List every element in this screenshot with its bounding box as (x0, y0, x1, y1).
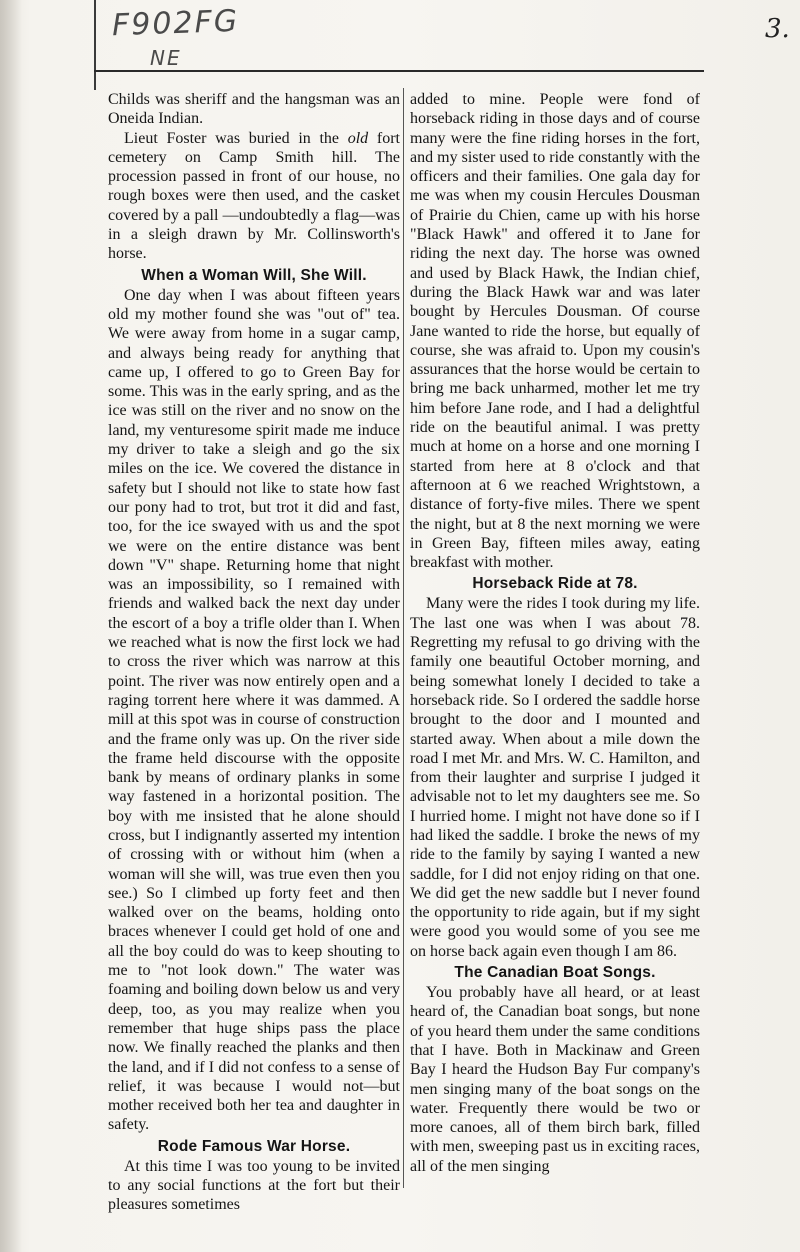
section-heading: The Canadian Boat Songs. (454, 964, 656, 982)
section-heading: Rode Famous War Horse. (157, 1137, 351, 1155)
paragraph: At this time I was too young to be invited to any social functions at the fort but their pleasures sometimes (108, 1157, 400, 1214)
right-column (410, 90, 700, 1176)
page-number: 3. (765, 14, 790, 44)
column-divider (403, 88, 404, 1188)
paragraph: One day when I was about fifteen years old my mother found she was "out of" tea. We were away from home in a sugar camp, and always being ready for anything that came up, I offered to go to Green Bay for some. This was in the early spring, and as the ice was still on the river and no snow on the land, my venturesome spirit made me induce my driver to take a sleigh and go the six miles on the ice. We covered the distance in safety but I should not like to state how fast our pony had to trot, but trot it did and fast, too, for the ice swayed with us and the spot we were on the entire distance was bent down "V" shape. Returning home that night was an impossibility, so I remained with friends and walked back the next day under the escort of a boy a trifle older than I. When we reached what is now the first lock we had to cross the river which was narrow at this point. The river was now entirely open and a raging torrent here where it was dammed. A mill at this spot was in course of construction and the frame only was up. On the river side the frame held discourse with the opposite bank by means of ordinary planks in some way fastened in a horizontal position. The boy with me insisted that he alone should cross, but I indignantly asserted my intention of crossing with or without him (when a woman will she will, was true even then you see.) So I climbed up forty feet and then walked over on the beams, holding onto braces whenever I could get hold of one and all the boy could do was to keep shouting to me to "not look down." The water was foaming and boiling down below us and very deep, too, as you may realize when you remember that huge ships pass the place now. We finally reached the planks and then the land, and if I did not confess to a sense of relief, it was because I would not—but mother received both her tea and daughter in safety. (108, 286, 400, 1134)
section-heading: Horseback Ride at 78. (472, 575, 638, 593)
paragraph: You probably have all heard, or at least heard of, the Canadian boat songs, but none of you heard them under the same conditions that I have. Both in Mackinaw and Green Bay I heard the Hudson Bay Fur company's men singing many of the boat songs on the water. Frequently there would be two or more canoes, all of them birch bark, filled with men, sweeping past us in exciting races, all of the men singing (410, 984, 700, 1175)
left-column (108, 90, 400, 1215)
paragraph: Childs was sheriff and the hangsman was an Oneida Indian. (108, 91, 400, 128)
handwritten-archive-code: F902FG (111, 3, 240, 44)
header-rule (94, 70, 704, 72)
margin-rule (94, 0, 96, 90)
scan-edge-shadow (0, 0, 22, 1252)
handwritten-archive-sub: NE (150, 46, 182, 70)
paragraph: Many were the rides I took during my life. The last one was when I was about 78. Regretting my refusal to go driving with the family one beautiful October morning, and being somewhat lonely I decided to take a horseback ride. So I ordered the saddle horse brought to the door and I mounted and started away. When about a mile down the road I met Mr. and Mrs. W. C. Hamilton, and from their laughter and surprise I judged it advisable not to let my daughters see me. So I hurried home. I might not have done so if I had liked the saddle. I broke the news of my ride to the family by saying I wanted a new saddle, for I did not enjoy riding on that one. We did get the new saddle but I never found the opportunity to ride again, but if my sight were good you would some of you see me on horse back again even though I am 86. (410, 595, 700, 960)
paragraph: added to mine. People were fond of horseback riding in those days and of course many were the fine riding horses in the fort, and my sister used to ride constantly with the officers and their families. One gala day for me was when my cousin Hercules Dousman of Prairie du Chien, came up with his horse "Black Hawk" and offered it to Jane for riding the next day. The horse was owned and used by Black Hawk, the Indian chief, during the Black Hawk war and was later bought by Hercules Dousman. Of course Jane wanted to ride the horse, but equally of course, she was afraid to. Upon my cousin's assurances that the horse would be certain to bring me back unharmed, mother let me try him before Jane rode, and I had a delightful ride on the beautiful animal. I was pretty much at home on a horse and one morning I started from here at 8 o'clock and that afternoon at 6 we reached Wrightstown, a distance of forty-five miles. There we spent the night, but at 8 the next morning we were in Green Bay, fifteen miles away, eating breakfast with mother. (410, 91, 700, 572)
paragraph: Lieut Foster was buried in the old fort cemetery on Camp Smith hill. The procession passed in front of our house, no rough boxes were then used, and the casket covered by a pall —undoubtedly a flag—was in a sleigh drawn by Mr. Collinsworth's horse. (108, 129, 400, 263)
section-heading: When a Woman Will, She Will. (141, 266, 367, 284)
